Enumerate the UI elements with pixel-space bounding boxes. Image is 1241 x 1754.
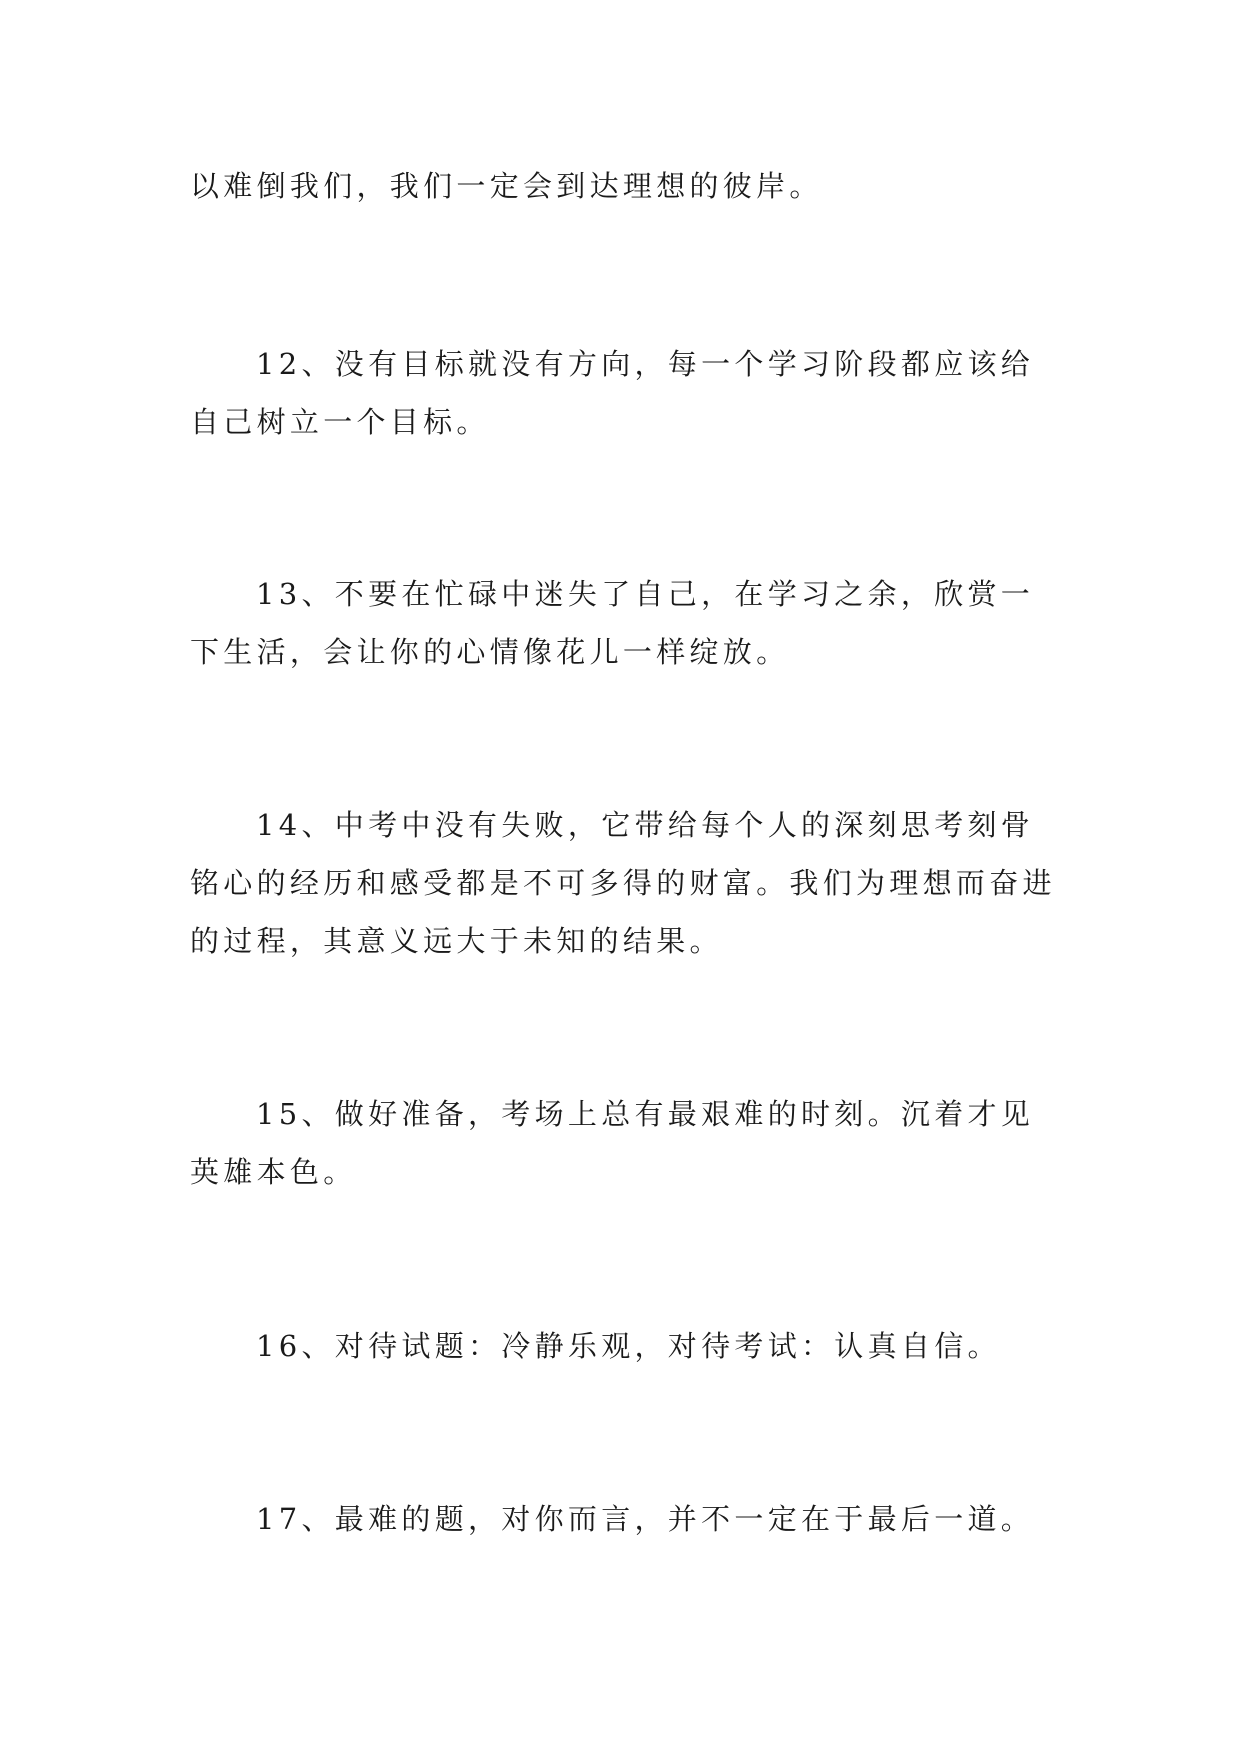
paragraph-item-17: 17、最难的题，对你而言，并不一定在于最后一道。 bbox=[256, 1502, 1035, 1536]
paragraph-item-15: 15、做好准备，考场上总有最艰难的时刻。沉着才见英雄本色。 bbox=[190, 1097, 1035, 1189]
paragraph-continuation: 以难倒我们，我们一定会到达理想的彼岸。 bbox=[190, 169, 823, 203]
paragraph-item-16: 16、对待试题：冷静乐观，对待考试：认真自信。 bbox=[256, 1329, 1001, 1363]
paragraph-item-12: 12、没有目标就没有方向，每一个学习阶段都应该给自己树立一个目标。 bbox=[190, 347, 1035, 439]
paragraph-item-14: 14、中考中没有失败，它带给每个人的深刻思考刻骨铭心的经历和感受都是不可多得的财富。我们为理想而奋进的过程，其意义远大于未知的结果。 bbox=[190, 808, 1056, 958]
paragraph-item-13: 13、不要在忙碌中迷失了自己，在学习之余，欣赏一下生活，会让你的心情像花儿一样绽放。 bbox=[190, 577, 1035, 669]
